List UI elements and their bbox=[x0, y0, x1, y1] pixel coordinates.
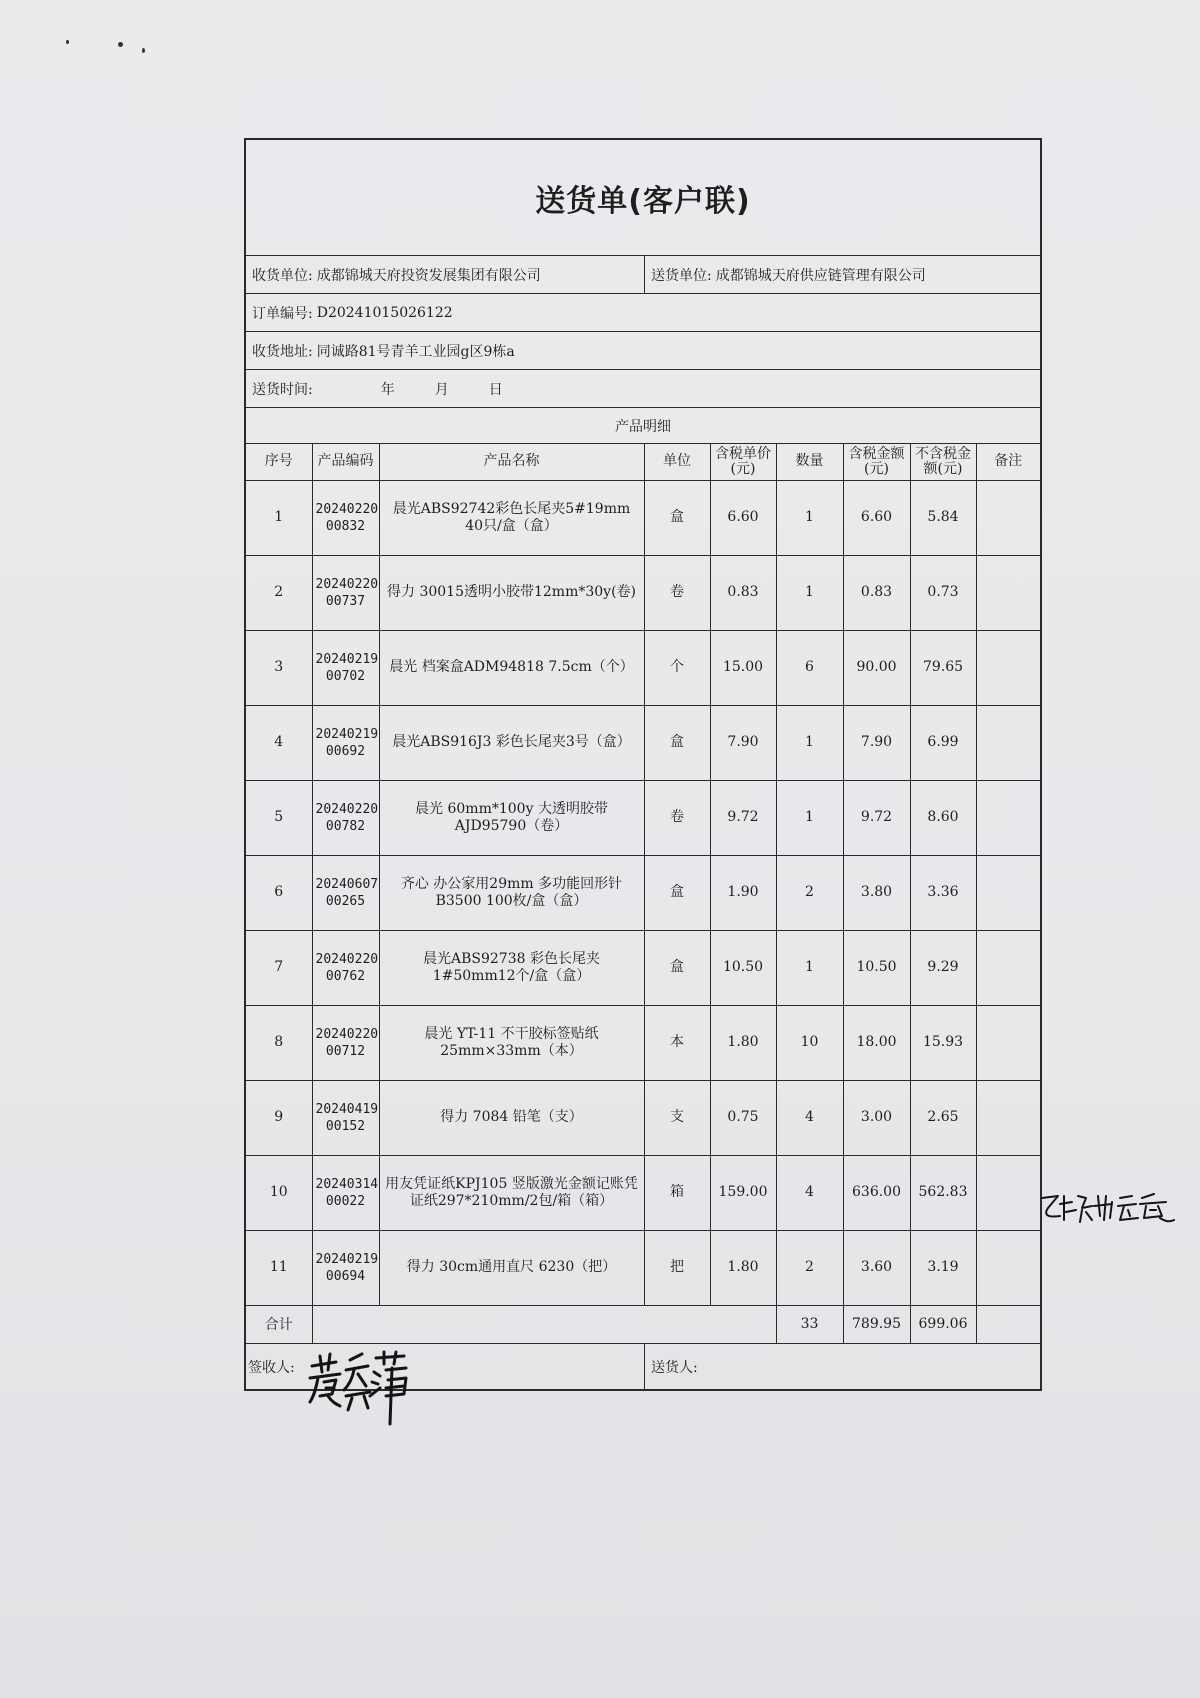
price-cell: 7.90 bbox=[710, 705, 776, 780]
price-cell: 6.60 bbox=[710, 480, 776, 555]
col-code-header: 产品编码 bbox=[312, 444, 379, 480]
code-part: 00737 bbox=[325, 593, 366, 609]
unit-cell: 本 bbox=[644, 1005, 710, 1080]
name-cell: 晨光ABS916J3 彩色长尾夹3号（盒） bbox=[379, 705, 644, 780]
net-cell: 8.60 bbox=[910, 780, 976, 855]
unit-cell: 个 bbox=[644, 630, 710, 705]
table-row bbox=[246, 780, 1040, 855]
totals-amount: 789.95 bbox=[843, 1305, 910, 1343]
qty-cell: 2 bbox=[776, 1230, 843, 1305]
unit-cell: 把 bbox=[644, 1230, 710, 1305]
price-cell: 9.72 bbox=[710, 780, 776, 855]
code-part: 00694 bbox=[325, 1268, 366, 1284]
receiver-unit-field bbox=[246, 256, 645, 293]
net-cell: 562.83 bbox=[910, 1155, 976, 1230]
qty-cell: 10 bbox=[776, 1005, 843, 1080]
code-cell bbox=[312, 1230, 379, 1305]
units-row bbox=[246, 256, 1040, 294]
qty-cell: 1 bbox=[776, 780, 843, 855]
code-part: 20240220 bbox=[315, 501, 379, 517]
table-row bbox=[246, 480, 1040, 555]
qty-cell: 1 bbox=[776, 480, 843, 555]
price-cell: 1.80 bbox=[710, 1230, 776, 1305]
code-part: 20240219 bbox=[315, 726, 379, 742]
code-part: 20240219 bbox=[315, 1251, 379, 1267]
receiver-unit-label: 收货单位: bbox=[252, 267, 313, 284]
table-row bbox=[246, 1155, 1040, 1230]
amount-cell: 3.80 bbox=[843, 855, 910, 930]
seq-cell: 7 bbox=[246, 930, 312, 1005]
speck-mark bbox=[66, 40, 69, 44]
name-cell: 得力 30015透明小胶带12mm*30y(卷) bbox=[379, 555, 644, 630]
remark-cell bbox=[976, 555, 1040, 630]
unit-cell: 盒 bbox=[644, 930, 710, 1005]
code-cell bbox=[312, 930, 379, 1005]
col-remark-header: 备注 bbox=[976, 444, 1040, 480]
table-row bbox=[246, 555, 1040, 630]
margin-note-handwriting bbox=[1036, 1188, 1176, 1228]
order-no-row bbox=[246, 294, 1040, 332]
code-part: 00022 bbox=[325, 1193, 366, 1209]
seq-cell: 1 bbox=[246, 480, 312, 555]
col-net-header: 不含税金额(元) bbox=[910, 444, 976, 480]
col-qty-header: 数量 bbox=[776, 444, 843, 480]
seq-cell: 5 bbox=[246, 780, 312, 855]
seq-cell: 8 bbox=[246, 1005, 312, 1080]
amount-cell: 636.00 bbox=[843, 1155, 910, 1230]
section-title: 产品明细 bbox=[615, 418, 671, 435]
price-cell: 1.80 bbox=[710, 1005, 776, 1080]
sender-unit-field bbox=[645, 256, 1040, 293]
delivery-time-field bbox=[246, 370, 503, 407]
totals-label: 合计 bbox=[246, 1305, 312, 1343]
code-part: 20240220 bbox=[315, 1026, 379, 1042]
code-part: 00782 bbox=[325, 818, 366, 834]
seq-cell: 2 bbox=[246, 555, 312, 630]
col-seq-header: 序号 bbox=[246, 444, 312, 480]
price-cell: 159.00 bbox=[710, 1155, 776, 1230]
col-amount-header: 含税金额(元) bbox=[843, 444, 910, 480]
items-body bbox=[246, 480, 1040, 1343]
code-cell bbox=[312, 780, 379, 855]
price-cell: 0.83 bbox=[710, 555, 776, 630]
day-label: 日 bbox=[488, 381, 503, 398]
amount-cell: 3.60 bbox=[843, 1230, 910, 1305]
seq-cell: 9 bbox=[246, 1080, 312, 1155]
order-no-value: D20241015026122 bbox=[316, 304, 453, 321]
section-title-row bbox=[246, 408, 1040, 444]
code-part: 20240607 bbox=[315, 876, 379, 892]
code-part: 20240419 bbox=[315, 1101, 379, 1117]
name-cell: 晨光 档案盒ADM94818 7.5cm（个） bbox=[379, 630, 644, 705]
seq-cell: 6 bbox=[246, 855, 312, 930]
qty-cell: 4 bbox=[776, 1080, 843, 1155]
seq-cell: 11 bbox=[246, 1230, 312, 1305]
address-row bbox=[246, 332, 1040, 370]
title-row bbox=[246, 140, 1040, 256]
name-cell: 用友凭证纸KPJ105 竖版激光金额记账凭证纸297*210mm/2包/箱（箱） bbox=[379, 1155, 644, 1230]
code-cell bbox=[312, 705, 379, 780]
code-part: 20240220 bbox=[315, 801, 379, 817]
remark-cell bbox=[976, 1155, 1040, 1230]
price-cell: 0.75 bbox=[710, 1080, 776, 1155]
net-cell: 6.99 bbox=[910, 705, 976, 780]
qty-cell: 6 bbox=[776, 630, 843, 705]
code-part: 00702 bbox=[325, 668, 366, 684]
items-table-row bbox=[246, 444, 1040, 1343]
name-cell: 得力 30cm通用直尺 6230（把） bbox=[379, 1230, 644, 1305]
name-cell: 晨光ABS92742彩色长尾夹5#19mm 40只/盒（盒） bbox=[379, 480, 644, 555]
unit-cell: 卷 bbox=[644, 555, 710, 630]
table-row bbox=[246, 1080, 1040, 1155]
signer-label: 签收人: bbox=[248, 1359, 295, 1376]
receiver-unit-value: 成都锦城天府投资发展集团有限公司 bbox=[316, 267, 541, 284]
totals-remark bbox=[976, 1305, 1040, 1343]
name-cell: 晨光 60mm*100y 大透明胶带 AJD95790（卷） bbox=[379, 780, 644, 855]
code-cell bbox=[312, 480, 379, 555]
table-row bbox=[246, 1230, 1040, 1305]
price-cell: 10.50 bbox=[710, 930, 776, 1005]
table-row bbox=[246, 630, 1040, 705]
unit-cell: 卷 bbox=[644, 780, 710, 855]
amount-cell: 3.00 bbox=[843, 1080, 910, 1155]
net-cell: 79.65 bbox=[910, 630, 976, 705]
table-row bbox=[246, 1005, 1040, 1080]
seq-cell: 4 bbox=[246, 705, 312, 780]
code-cell bbox=[312, 1155, 379, 1230]
qty-cell: 1 bbox=[776, 555, 843, 630]
remark-cell bbox=[976, 630, 1040, 705]
sender-unit-label: 送货单位: bbox=[651, 267, 712, 284]
document-title: 送货单(客户联) bbox=[535, 183, 751, 219]
table-row bbox=[246, 705, 1040, 780]
unit-cell: 箱 bbox=[644, 1155, 710, 1230]
col-price-header: 含税单价(元) bbox=[710, 444, 776, 480]
name-cell: 得力 7084 铅笔（支） bbox=[379, 1080, 644, 1155]
speck-mark bbox=[142, 48, 145, 53]
code-part: 00265 bbox=[325, 893, 366, 909]
code-cell bbox=[312, 555, 379, 630]
remark-cell bbox=[976, 855, 1040, 930]
remark-cell bbox=[976, 480, 1040, 555]
code-part: 00152 bbox=[325, 1118, 366, 1134]
amount-cell: 10.50 bbox=[843, 930, 910, 1005]
delivery-time-row bbox=[246, 370, 1040, 408]
remark-cell bbox=[976, 1005, 1040, 1080]
table-header-row bbox=[246, 444, 1040, 480]
table-row bbox=[246, 855, 1040, 930]
code-cell bbox=[312, 1080, 379, 1155]
qty-cell: 1 bbox=[776, 930, 843, 1005]
code-part: 00832 bbox=[325, 518, 366, 534]
code-part: 20240220 bbox=[315, 576, 379, 592]
code-part: 00762 bbox=[325, 968, 366, 984]
address-label: 收货地址: bbox=[252, 343, 313, 360]
col-name-header: 产品名称 bbox=[379, 444, 644, 480]
amount-cell: 0.83 bbox=[843, 555, 910, 630]
code-cell bbox=[312, 1005, 379, 1080]
net-cell: 3.36 bbox=[910, 855, 976, 930]
amount-cell: 6.60 bbox=[843, 480, 910, 555]
name-cell: 晨光 YT-11 不干胶标签贴纸 25mm×33mm（本） bbox=[379, 1005, 644, 1080]
speck-mark bbox=[118, 42, 123, 47]
unit-cell: 盒 bbox=[644, 705, 710, 780]
totals-net: 699.06 bbox=[910, 1305, 976, 1343]
amount-cell: 18.00 bbox=[843, 1005, 910, 1080]
net-cell: 5.84 bbox=[910, 480, 976, 555]
net-cell: 9.29 bbox=[910, 930, 976, 1005]
signer-signature bbox=[306, 1348, 414, 1426]
sender-unit-value: 成都锦城天府供应链管理有限公司 bbox=[715, 267, 926, 284]
amount-cell: 90.00 bbox=[843, 630, 910, 705]
code-cell bbox=[312, 855, 379, 930]
net-cell: 3.19 bbox=[910, 1230, 976, 1305]
code-part: 20240219 bbox=[315, 651, 379, 667]
unit-cell: 盒 bbox=[644, 855, 710, 930]
amount-cell: 7.90 bbox=[843, 705, 910, 780]
amount-cell: 9.72 bbox=[843, 780, 910, 855]
code-part: 20240314 bbox=[315, 1176, 379, 1192]
remark-cell bbox=[976, 780, 1040, 855]
order-no-field bbox=[246, 294, 453, 331]
delivery-note-form bbox=[244, 138, 1042, 1391]
address-value: 同诚路81号青羊工业园g区9栋a bbox=[316, 343, 515, 360]
seq-cell: 3 bbox=[246, 630, 312, 705]
net-cell: 0.73 bbox=[910, 555, 976, 630]
price-cell: 15.00 bbox=[710, 630, 776, 705]
delivery-time-label: 送货时间: bbox=[252, 381, 313, 398]
name-cell: 齐心 办公家用29mm 多功能回形针 B3500 100枚/盒（盒） bbox=[379, 855, 644, 930]
address-field bbox=[246, 332, 515, 369]
code-cell bbox=[312, 630, 379, 705]
code-part: 20240220 bbox=[315, 951, 379, 967]
totals-qty: 33 bbox=[776, 1305, 843, 1343]
table-row bbox=[246, 930, 1040, 1005]
order-no-label: 订单编号: bbox=[252, 305, 313, 322]
remark-cell bbox=[976, 1230, 1040, 1305]
remark-cell bbox=[976, 705, 1040, 780]
net-cell: 15.93 bbox=[910, 1005, 976, 1080]
code-part: 00692 bbox=[325, 743, 366, 759]
net-cell: 2.65 bbox=[910, 1080, 976, 1155]
year-label: 年 bbox=[380, 381, 395, 398]
remark-cell bbox=[976, 1080, 1040, 1155]
qty-cell: 2 bbox=[776, 855, 843, 930]
qty-cell: 1 bbox=[776, 705, 843, 780]
month-label: 月 bbox=[434, 381, 449, 398]
name-cell: 晨光ABS92738 彩色长尾夹1#50mm12个/盒（盒） bbox=[379, 930, 644, 1005]
code-part: 00712 bbox=[325, 1043, 366, 1059]
unit-cell: 支 bbox=[644, 1080, 710, 1155]
totals-row bbox=[246, 1305, 1040, 1343]
col-unit-header: 单位 bbox=[644, 444, 710, 480]
deliverer-label: 送货人: bbox=[651, 1359, 698, 1376]
price-cell: 1.90 bbox=[710, 855, 776, 930]
items-table bbox=[246, 444, 1040, 1343]
totals-spacer bbox=[312, 1305, 776, 1343]
unit-cell: 盒 bbox=[644, 480, 710, 555]
remark-cell bbox=[976, 930, 1040, 1005]
deliverer-field bbox=[645, 1344, 1040, 1389]
qty-cell: 4 bbox=[776, 1155, 843, 1230]
seq-cell: 10 bbox=[246, 1155, 312, 1230]
